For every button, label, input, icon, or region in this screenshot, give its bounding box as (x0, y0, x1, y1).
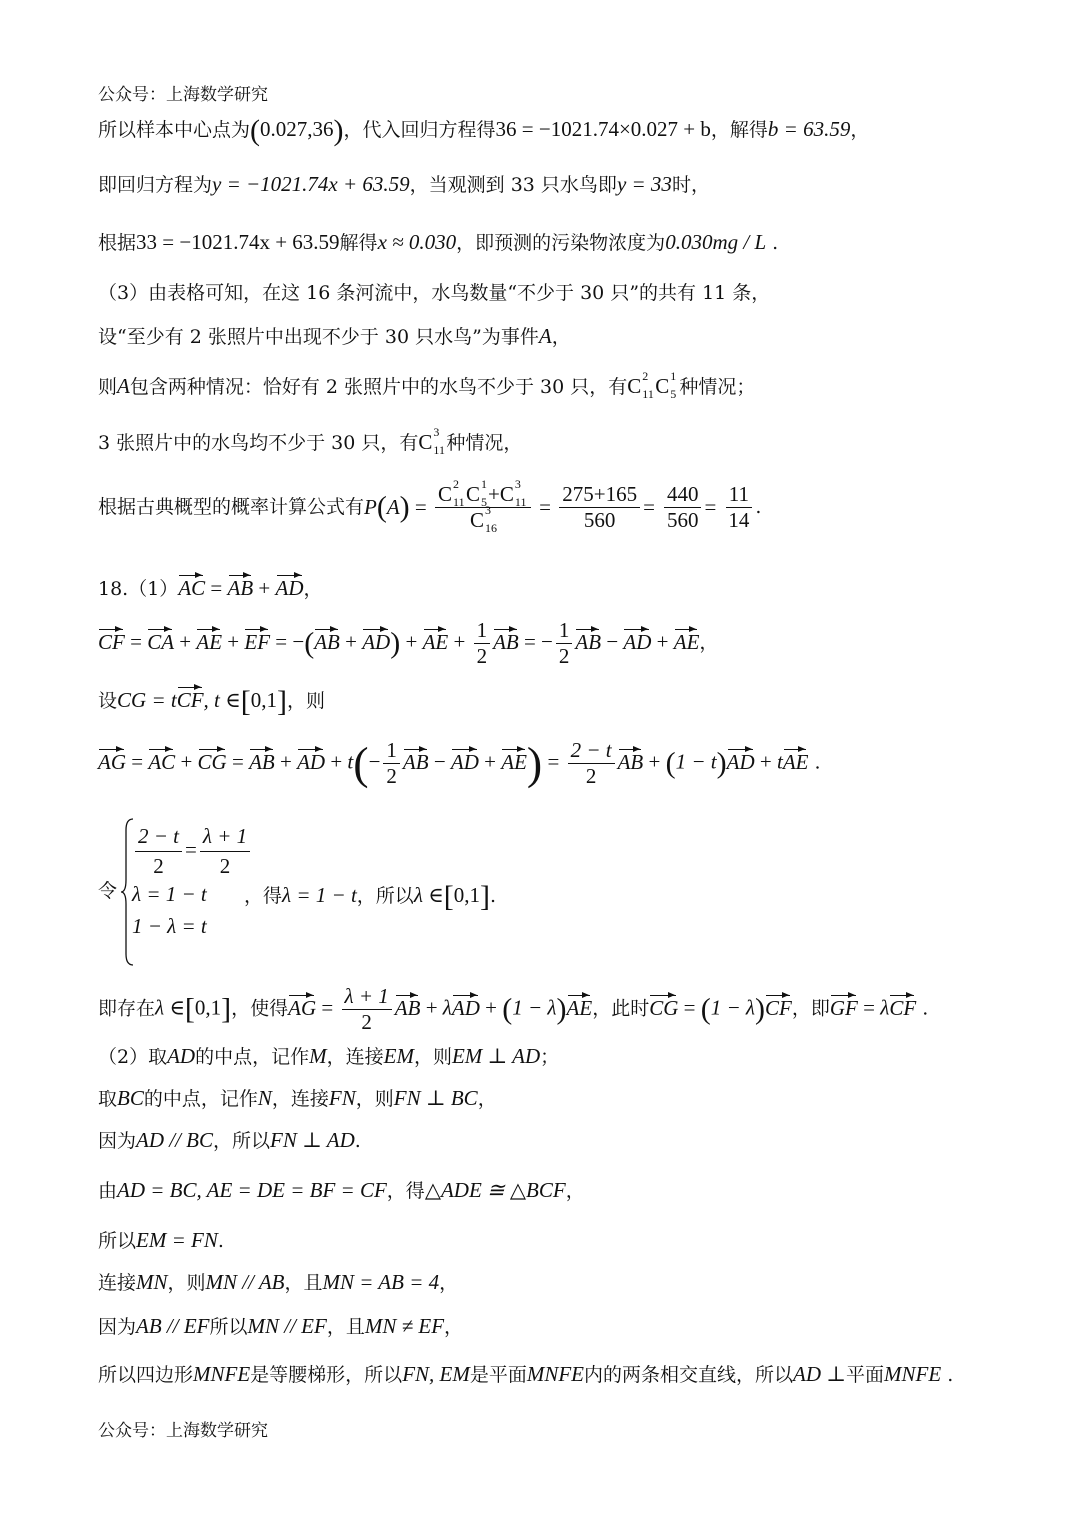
text: ，得 (244, 885, 283, 907)
math: AD = BC, AE = DE = BF = CF (117, 1178, 387, 1202)
combination: C 3 11 (418, 425, 445, 457)
math: MN ≠ EF (364, 1314, 445, 1338)
text: 所以 (98, 1230, 137, 1252)
text-line-9: 18.（1）AC = AB + AD， (98, 572, 323, 599)
math: AD ⊥ (793, 1362, 847, 1386)
math: N (257, 1086, 272, 1110)
text-line-13-ling: 令 (98, 880, 118, 902)
text: ，得 (386, 1180, 425, 1202)
text: 因为 (98, 1130, 137, 1152)
system-eq-1: $\frac{2 - t}{2}$ = $\frac{\lambda + 1}{2}$ (132, 824, 253, 879)
text-line-21 (98, 1316, 463, 1337)
text-line-7 (98, 425, 523, 457)
text: 则 (98, 376, 118, 398)
text: 根据 (98, 232, 137, 254)
fraction (664, 484, 702, 531)
text: 是等腰梯形，所以 (250, 1364, 403, 1386)
math-regression: y = −1021.74x + 63.59 (212, 172, 410, 196)
text-line-1: 所以样本中心点为(0.027,36)，代入回归方程得36 = −1021.74×0.027 + b，解得b = 63.59， (98, 114, 870, 147)
text: （2）取 (98, 1046, 168, 1068)
math: AD (167, 1044, 196, 1068)
text: 所以四边形 (98, 1364, 194, 1386)
text-line-17: 因为AD // BC，所以FN ⊥ AD. (98, 1128, 361, 1152)
math-range: 0,1 (194, 995, 222, 1020)
math-A: A (117, 374, 130, 398)
math-A: A (538, 324, 552, 348)
header-watermark: 公众号：上海数学研究 (98, 85, 268, 105)
text-line-20 (98, 1272, 458, 1293)
text: ， (477, 1088, 497, 1110)
text: ，此时 (592, 997, 650, 1020)
text: ， (551, 326, 571, 348)
text-line-12: AG = AC + CG = AB + AD + t(− $\frac{1}{2}$ AB − AD + AE) = $\frac{2 - t}{2}$ AB + (1 − t)AD + tAE . (98, 737, 821, 789)
math-eq2: 33 = −1021.74x + 63.59 (136, 230, 340, 254)
text: 平面 (846, 1364, 885, 1386)
text-line-6 (98, 369, 756, 401)
text: 所以样本中心点为 (98, 119, 251, 141)
text: 由 (98, 1180, 118, 1202)
math-concentration: 0.030mg / L (665, 230, 767, 254)
text: ， (439, 1272, 459, 1294)
text: ，当观测到 33 只水鸟即 (409, 174, 617, 196)
text-line-3: 根据33 = −1021.74x + 63.59解得x ≈ 0.030，即预测的污染物浓度为0.030mg / L . (98, 230, 779, 254)
text: 即存在 (98, 997, 156, 1020)
text: ，则 (167, 1272, 206, 1294)
text-line-19: 所以EM = FN. (98, 1228, 224, 1252)
footer-watermark: 公众号：上海数学研究 (98, 1421, 268, 1441)
math: MN (136, 1270, 168, 1294)
text: ， (444, 1316, 464, 1338)
math-y33: y = 33 (616, 172, 672, 196)
fraction: C 2 11 C 1 5 +C 3 11 C 3 16 (435, 484, 531, 531)
math-x-approx: x ≈ 0.030 (377, 230, 457, 254)
math: AB // EF (136, 1314, 210, 1338)
text: 因为 (98, 1316, 137, 1338)
text: 设“至少有 2 张照片中出现不少于 30 只水鸟”为事件 (98, 326, 539, 348)
text: ，且 (284, 1272, 323, 1294)
math-range: 0,1 (453, 883, 480, 907)
math-lambda-eq: λ = 1 − t (282, 883, 357, 907)
text: 包含两种情况：恰好有 2 张照片中的水鸟不少于 30 只，有 (129, 376, 628, 398)
text: 设 (98, 690, 118, 712)
text-line-13: ，得λ = 1 − t，所以λ ∈[0,1]. (244, 880, 496, 913)
text: ，且 (326, 1316, 365, 1338)
text-line-2 (98, 174, 710, 195)
math: M (309, 1044, 327, 1068)
text: ，解得 (710, 119, 768, 141)
text: ，则 (355, 1088, 394, 1110)
text-line-5 (98, 326, 571, 347)
text: 种情况； (679, 376, 756, 398)
math: FN (328, 1086, 356, 1110)
text-line-10: CF = CA + AE + EF = −(AB + AD) + AE + $\frac{1}{2}$ AB = − $\frac{1}{2}$ AB − AD + AE， (98, 618, 719, 668)
text: ，代入回归方程得 (343, 119, 496, 141)
math: MN = AB = 4 (322, 1270, 440, 1294)
text-line-18 (98, 1180, 585, 1201)
math: EM = FN (136, 1228, 218, 1252)
text: 的中点，记作 (195, 1046, 310, 1068)
text: 3 张照片中的水鸟均不少于 30 只，有 (98, 432, 419, 454)
text: ； (540, 1046, 560, 1068)
text: ， (565, 1180, 585, 1202)
text: ，使得 (231, 997, 289, 1020)
text-line-15 (98, 1046, 559, 1067)
math-b: b = 63.59 (767, 117, 851, 141)
math: FN ⊥ BC (393, 1086, 478, 1110)
numerator: 275+165 (559, 484, 640, 508)
fraction (559, 484, 640, 531)
math: EM (383, 1044, 414, 1068)
math-eq1: 36 = −1021.74×0.027 + b (495, 117, 711, 141)
combination: C 2 11 (627, 369, 654, 401)
text: 解得 (339, 232, 378, 254)
math: FN ⊥ AD (270, 1128, 355, 1152)
system-eq-3: 1 − λ = t (132, 914, 207, 938)
math: MN // AB (205, 1270, 285, 1294)
text: ，连接 (326, 1046, 384, 1068)
text: ，即预测的污染物浓度为 (456, 232, 666, 254)
text: ，即 (791, 997, 830, 1020)
text-line-11: 设CG = tCF, t ∈[0,1]，则 (98, 685, 325, 718)
denominator: 14 (728, 508, 750, 532)
numerator: 11 (726, 484, 752, 508)
text: 根据古典概型的概率计算公式有 (98, 496, 365, 518)
math: MNFE (884, 1362, 942, 1386)
text: ，所以 (213, 1130, 271, 1152)
text: 18.（1） (98, 578, 179, 600)
text: 所以 (209, 1316, 248, 1338)
text: ，则 (413, 1046, 452, 1068)
numerator: 440 (664, 484, 702, 508)
text-line-4: （3）由表格可知，在这 16 条河流中，水鸟数量“不少于 30 只”的共有 11 条， (98, 282, 771, 304)
math-range: 0,1 (250, 688, 277, 712)
math-center: 0.027,36 (260, 117, 334, 141)
math: MN // EF (247, 1314, 327, 1338)
denominator: 560 (666, 508, 699, 532)
text: 是平面 (469, 1364, 527, 1386)
text: 的中点，记作 (143, 1088, 258, 1110)
math-A: A (386, 495, 400, 519)
text: ，则 (286, 690, 325, 712)
math: AD // BC (136, 1128, 214, 1152)
text: 时， (671, 174, 710, 196)
text: 取 (98, 1088, 118, 1110)
fraction (725, 484, 752, 531)
math: MNFE (526, 1362, 585, 1386)
text: ，连接 (271, 1088, 329, 1110)
text: 即回归方程为 (98, 174, 213, 196)
math: △ADE ≅ △BCF (424, 1178, 566, 1202)
math: EM ⊥ AD (451, 1044, 541, 1068)
text-line-14: 即存在λ ∈[0,1]，使得AG = $\frac{\lambda + 1}{2}$ AB + λAD + (1 − λ)AE，此时CG = (1 − λ)CF，即GF = λCF . (98, 984, 929, 1034)
system-eq-2: λ = 1 − t (132, 882, 207, 906)
denominator: 560 (583, 508, 616, 532)
combination: C 1 5 (655, 369, 677, 401)
text-line-22: 所以四边形MNFE是等腰梯形，所以FN, EM是平面MNFE内的两条相交直线，所以AD ⊥平面MNFE . (98, 1362, 954, 1386)
text: ，所以 (356, 885, 414, 907)
text-line-16 (98, 1088, 497, 1109)
math: BC (117, 1086, 144, 1110)
text-line-8: 根据古典概型的概率计算公式有P(A) = C 2 11 C 1 5 +C 3 11 C 3 16 = $\frac{275+165}{560}$ = $\frac{440}{560}$ = $\frac{11}{14}$ . (98, 477, 762, 535)
text: 连接 (98, 1272, 137, 1294)
text: 内的两条相交直线，所以 (584, 1364, 794, 1386)
math: MNFE (193, 1362, 251, 1386)
text: 种情况， (446, 432, 523, 454)
math: FN, EM (402, 1362, 470, 1386)
